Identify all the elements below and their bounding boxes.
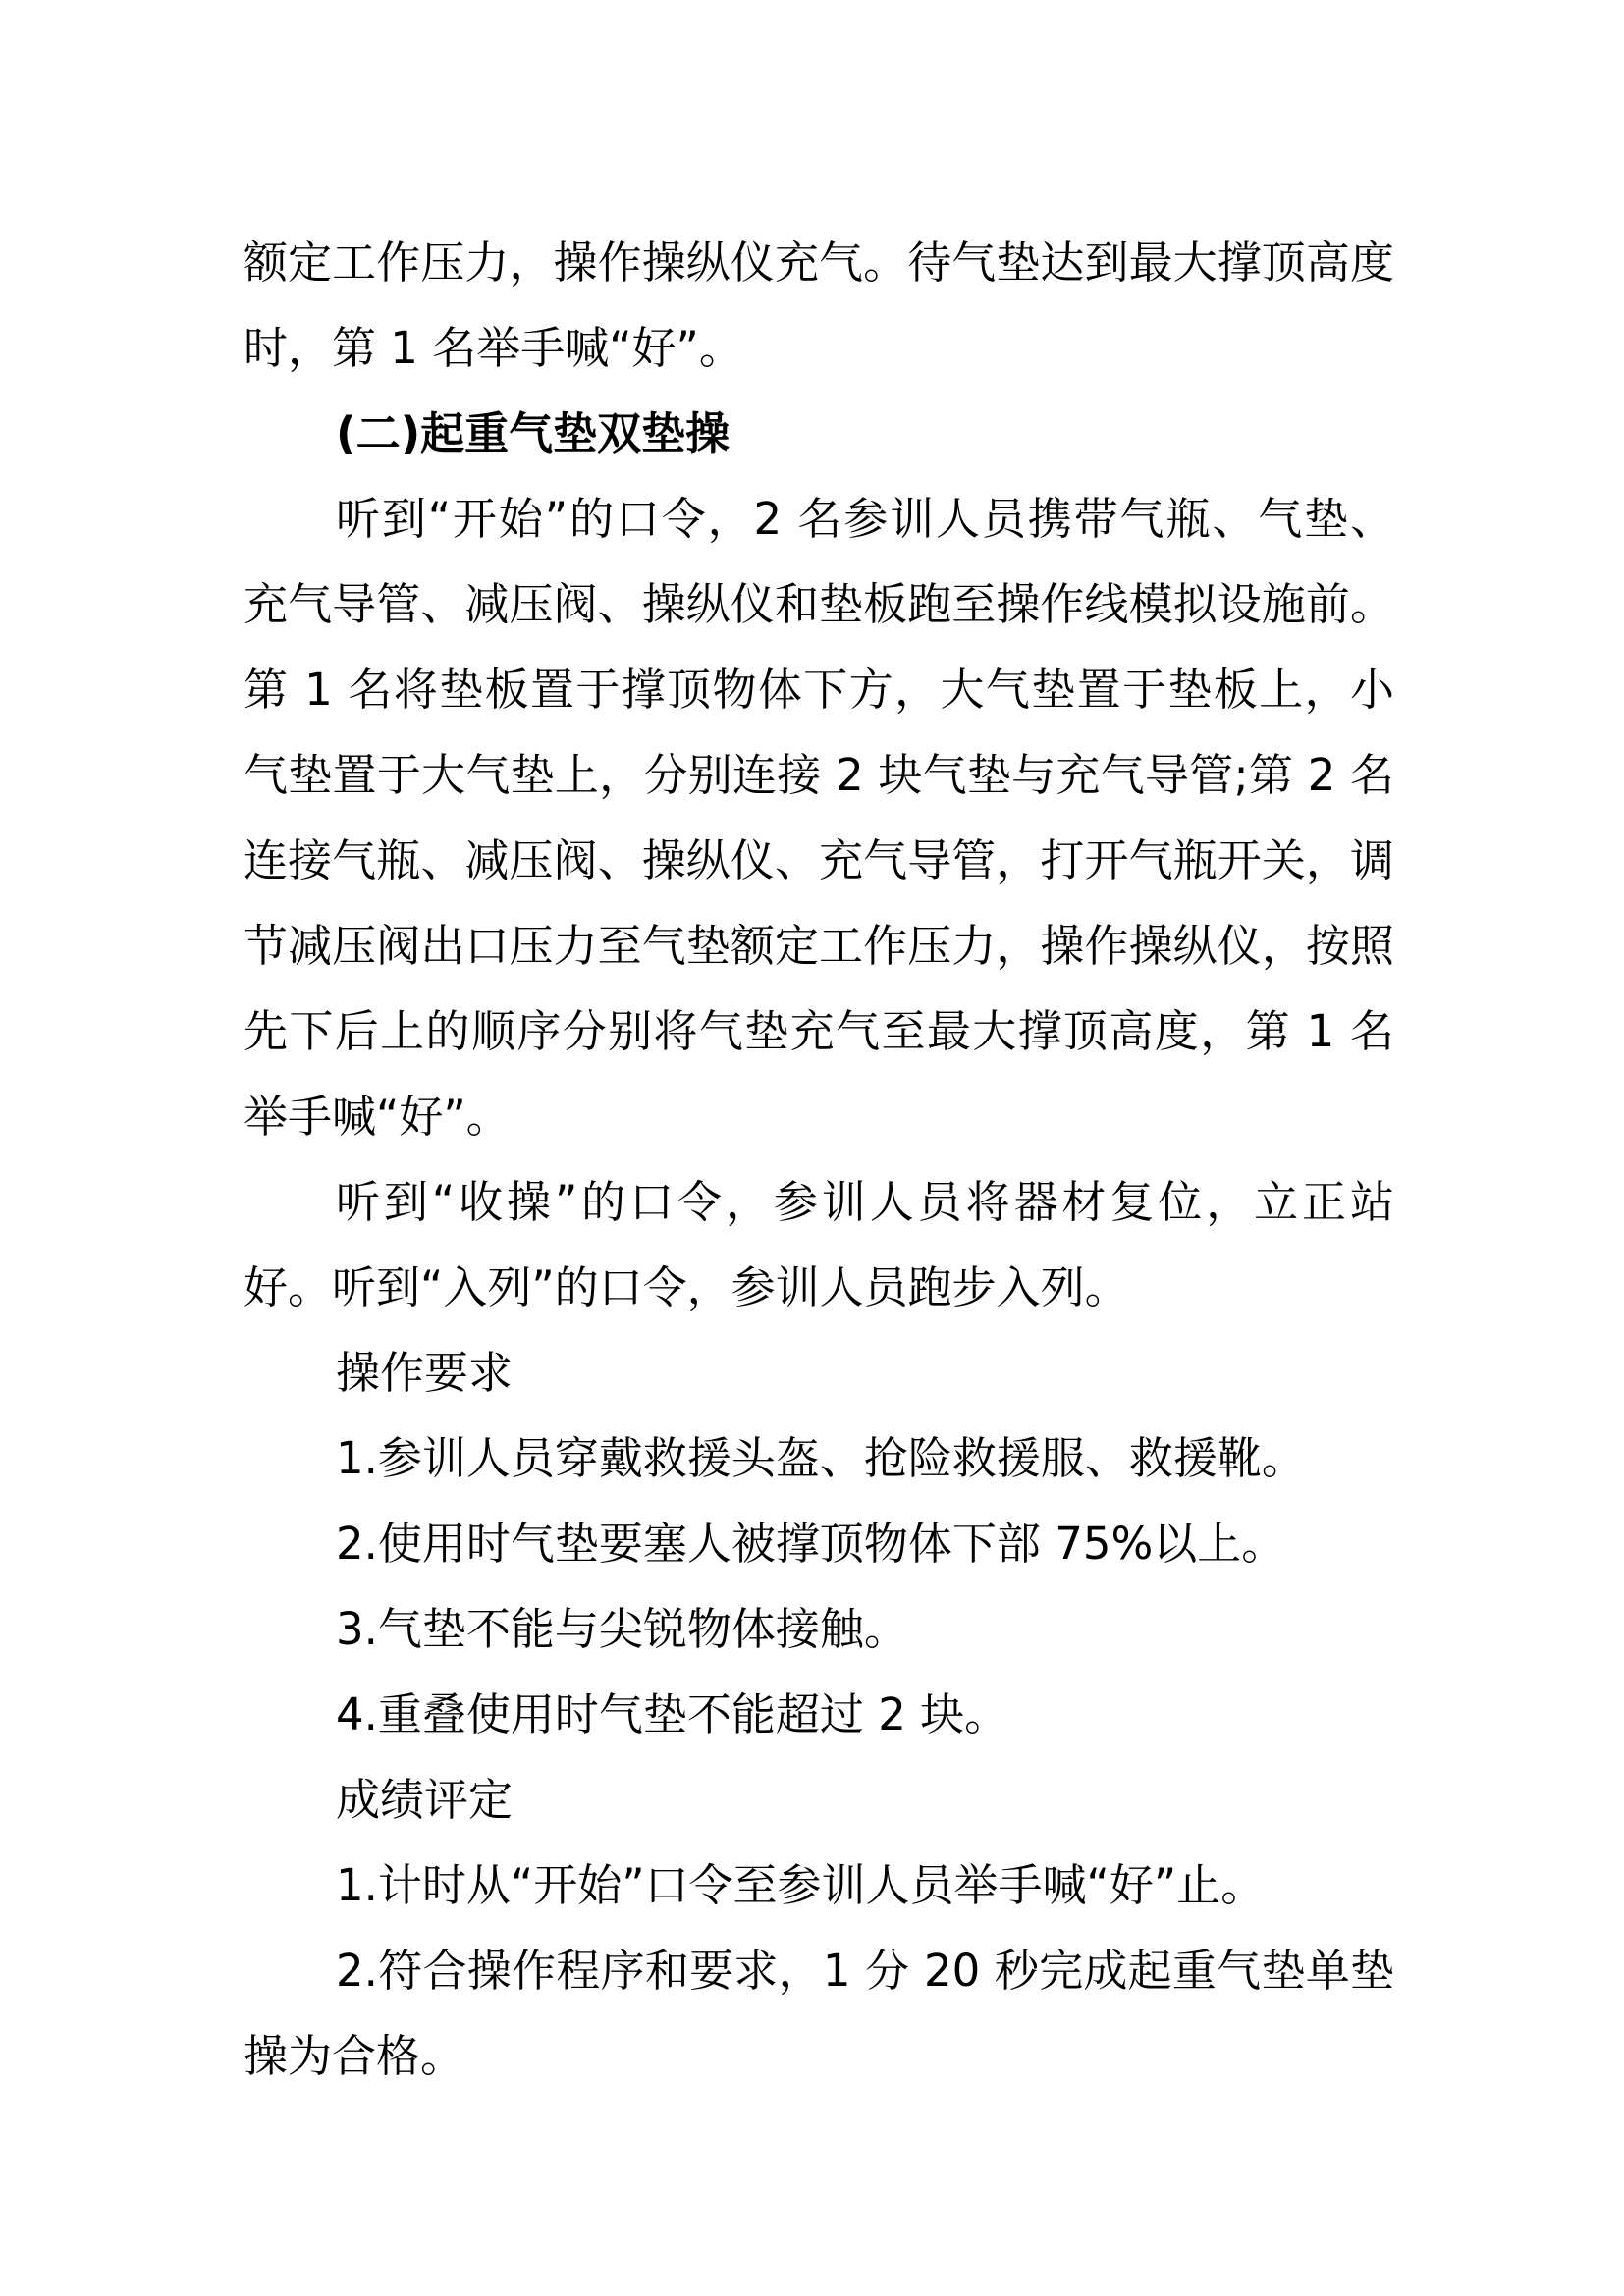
requirement-item: 1.参训人员穿戴救援头盔、抢险救援服、救援靴。 bbox=[336, 1432, 1306, 1484]
requirement-item: 4.重叠使用时气垫不能超过 2 块。 bbox=[336, 1688, 1009, 1740]
section-heading: (二)起重气垫双垫操 bbox=[336, 407, 731, 459]
requirement-item: 3.气垫不能与尖锐物体接触。 bbox=[336, 1603, 908, 1655]
document-body bbox=[244, 220, 1394, 2099]
requirement-item: 2.使用时气垫要塞人被撑顶物体下部 75%以上。 bbox=[336, 1518, 1286, 1570]
subheading-scoring: 成绩评定 bbox=[336, 1774, 514, 1826]
subheading-operation-requirements: 操作要求 bbox=[336, 1347, 514, 1399]
scoring-item: 1.计时从“开始”口令至参训人员举手喊“好”止。 bbox=[336, 1859, 1266, 1911]
paragraph-procedure: 听到“开始”的口令，2 名参训人员携带气瓶、气垫、充气导管、减压阀、操纵仪和垫板跑至操作线模拟设施前。第 1 名将垫板置于撑顶物体下方，大气垫置于垫板上，小气垫置于大气垫上，分别连接 2 块气垫与充气导管;第 2 名连接气瓶、减压阀、操纵仪、充气导管，打开气瓶开关，调节减压阀出口压力至气垫额定工作压力，操作操纵仪，按照先下后上的顺序分别将气垫充气至最大撑顶高度，第 1 名举手喊“好”。 bbox=[244, 493, 1394, 1143]
scoring-item: 2.符合操作程序和要求，1 分 20 秒完成起重气垫单垫操为合格。 bbox=[244, 1945, 1394, 2082]
paragraph-finish: 听到“收操”的口令，参训人员将器材复位，立正站好。听到“入列”的口令，参训人员跑步入列。 bbox=[244, 1176, 1394, 1313]
paragraph-continuation: 额定工作压力，操作操纵仪充气。待气垫达到最大撑顶高度时，第 1 名举手喊“好”。 bbox=[244, 237, 1394, 374]
